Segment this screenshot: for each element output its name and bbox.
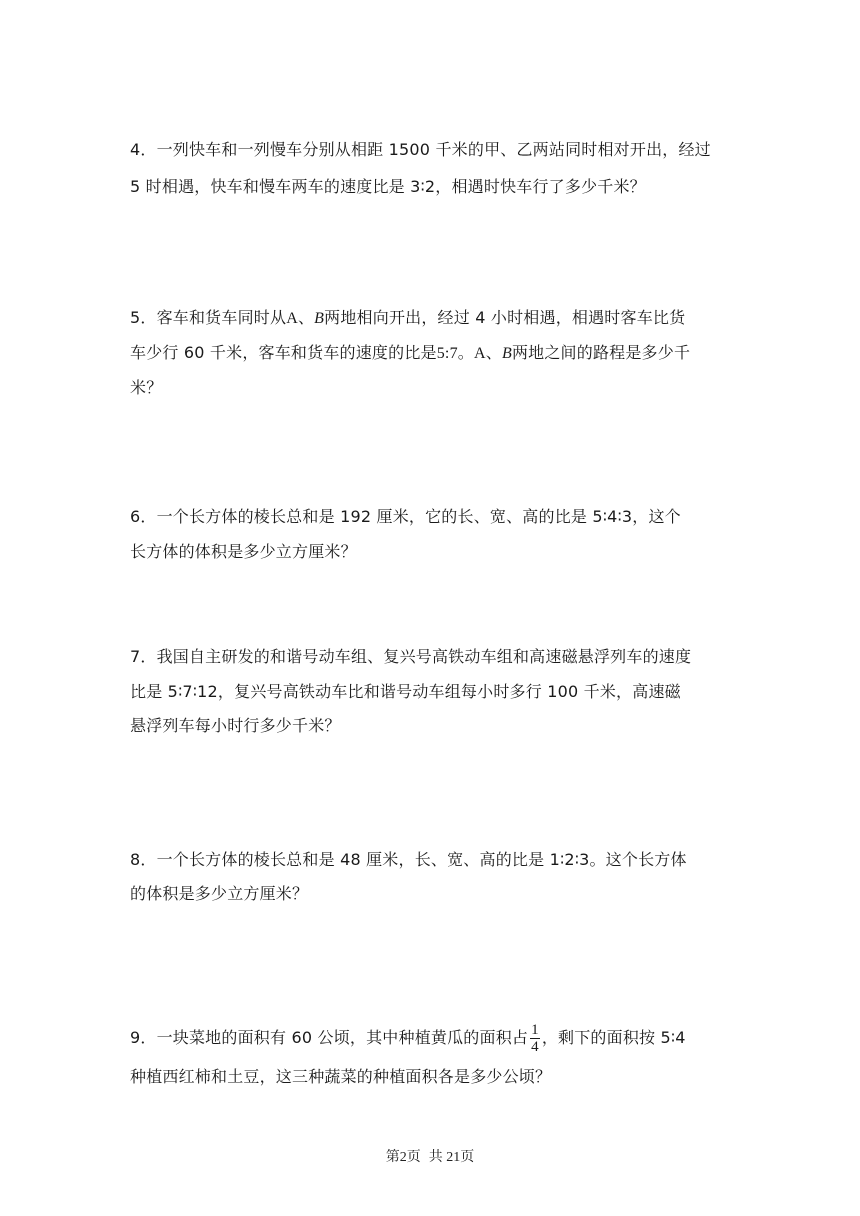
page-total: 共 21页 <box>428 1150 475 1165</box>
fraction-one-quarter <box>530 1022 540 1055</box>
question-8-line-2: 的体积是多少立方厘米？ <box>130 884 309 903</box>
question-6-line-1: 6．一个长方体的棱长总和是 192 厘米，它的长、宽、高的比是 5∶4∶3，这个 <box>130 507 681 526</box>
question-9-line-2: 种植西红柿和土豆，这三种蔬菜的种植面积各是多少公顷？ <box>130 1067 552 1086</box>
q5-sep: 、 <box>297 308 315 327</box>
q9-text: 9．一块菜地的面积有 60 公顷，其中种植黄瓜的面积占 <box>130 1028 529 1047</box>
page-number: 第2页 <box>385 1150 421 1165</box>
question-9-line-1 <box>130 1022 686 1055</box>
question-7-line-2: 比是 5∶7∶12，复兴号高铁动车比和谐号动车组每小时多行 100 千米，高速磁 <box>130 682 681 701</box>
question-6-line-2: 长方体的体积是多少立方厘米？ <box>130 542 357 561</box>
q5-text: 两地相向开出，经过 4 小时相遇，相遇时客车比货 <box>324 308 686 327</box>
point-b: B <box>501 345 512 362</box>
question-4-line-1: 4．一列快车和一列慢车分别从相距 1500 千米的甲、乙两站同时相对开出，经过 <box>130 140 711 159</box>
point-a: A <box>473 345 486 362</box>
q5-text: 两地之间的路程是多少千 <box>511 343 691 362</box>
q9-text: ，剩下的面积按 5∶4 <box>541 1028 686 1047</box>
q5-text: 车少行 60 千米，客车和货车的速度的比是 <box>130 343 437 362</box>
fraction-numerator: 1 <box>531 1022 539 1038</box>
q5-sep: 、 <box>485 343 502 362</box>
question-8-line-1: 8．一个长方体的棱长总和是 48 厘米，长、宽、高的比是 1∶2∶3。这个长方体 <box>130 850 687 869</box>
fraction-denominator: 4 <box>531 1039 539 1055</box>
page-footer <box>0 1146 860 1166</box>
ratio: 5:7 <box>436 345 458 362</box>
question-4-line-2: 5 时相遇，快车和慢车两车的速度比是 3∶2，相遇时快车行了多少千米？ <box>130 177 646 196</box>
q5-period: 。 <box>457 343 474 362</box>
question-5-line-1 <box>130 308 685 329</box>
point-b: B <box>314 310 325 327</box>
question-7-line-1: 7．我国自主研发的和谐号动车组、复兴号高铁动车组和高速磁悬浮列车的速度 <box>130 647 692 666</box>
q5-text: 5．客车和货车同时从 <box>130 308 287 327</box>
question-7-line-3: 悬浮列车每小时行多少千米？ <box>130 716 341 735</box>
point-a: A <box>286 310 298 327</box>
question-5-line-2 <box>130 343 690 364</box>
question-5-line-3: 米？ <box>130 378 163 397</box>
